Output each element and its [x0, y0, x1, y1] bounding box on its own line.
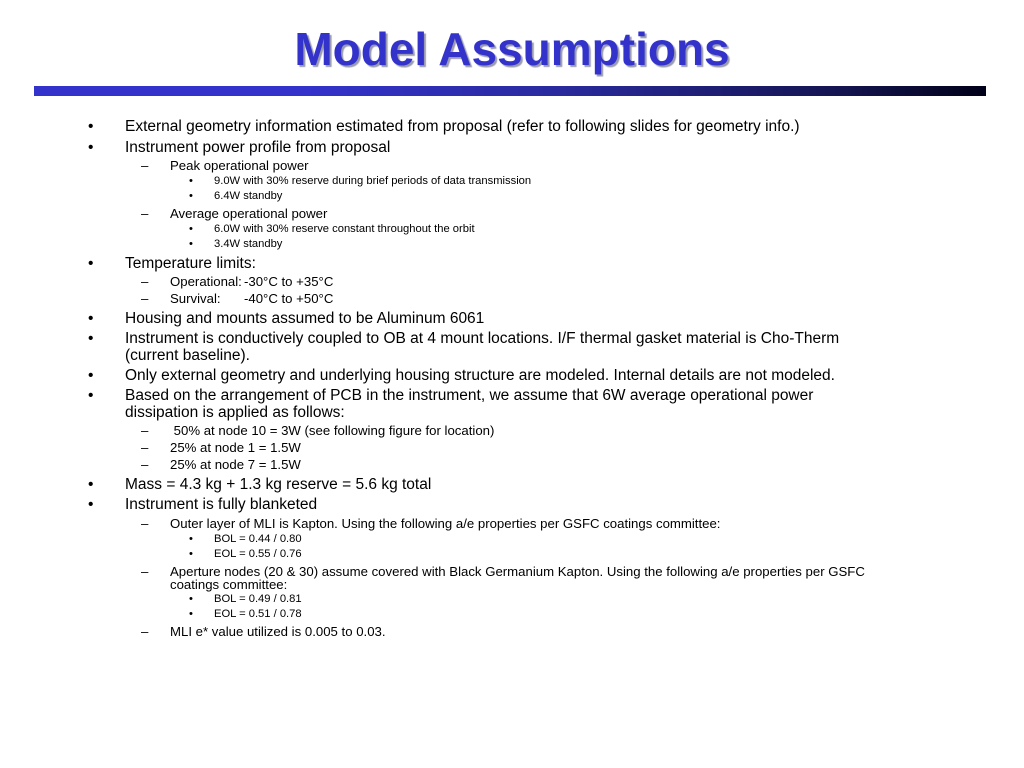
sub-item-text: Operational: — [170, 274, 242, 289]
sub-sub-item-text: 3.4W standby — [214, 238, 283, 250]
bullet-text: Temperature limits: — [125, 255, 256, 272]
dash-marker: – — [141, 516, 149, 531]
bullet-text: Only external geometry and underlying housing structure are modeled. Internal details are not modeled. — [125, 367, 835, 384]
dash-marker: – — [141, 274, 149, 289]
sub-item-text: MLI e* value utilized is 0.005 to 0.03. — [170, 624, 386, 639]
temperature-range: -40°C to +50°C — [244, 291, 334, 306]
sub-sub-item-text: EOL = 0.51 / 0.78 — [214, 608, 302, 620]
sub-sub-item-text: BOL = 0.44 / 0.80 — [214, 533, 302, 545]
sub-item-text: 25% at node 7 = 1.5W — [170, 457, 301, 472]
temperature-range: -30°C to +35°C — [244, 274, 334, 289]
sub-sub-item-text: EOL = 0.55 / 0.76 — [214, 548, 302, 560]
bullet-marker: • — [189, 548, 193, 560]
sub-sub-item-text: 9.0W with 30% reserve during brief periods of data transmission — [214, 175, 532, 187]
dash-marker: – — [141, 564, 149, 579]
bullet-marker: • — [88, 118, 94, 135]
sub-item-text: 50% at node 10 = 3W (see following figure for location) — [170, 423, 495, 438]
bullet-marker: • — [189, 238, 193, 250]
bullet-text: Instrument power profile from proposal — [125, 139, 391, 156]
dash-marker: – — [141, 423, 149, 438]
bullet-marker: • — [88, 255, 94, 272]
bullet-text: dissipation is applied as follows: — [125, 404, 345, 421]
bullet-marker: • — [88, 330, 94, 347]
dash-marker: – — [141, 206, 149, 221]
sub-sub-item-text: 6.0W with 30% reserve constant throughout the orbit — [214, 223, 475, 235]
bullet-marker: • — [88, 476, 94, 493]
bullet-marker: • — [189, 223, 193, 235]
dash-marker: – — [141, 158, 149, 173]
bullet-text: Based on the arrangement of PCB in the instrument, we assume that 6W average operational power — [125, 387, 814, 404]
bullet-marker: • — [189, 608, 193, 620]
bullet-marker: • — [189, 533, 193, 545]
slide-title: Model Assumptions — [294, 23, 730, 75]
bullet-text: (current baseline). — [125, 347, 250, 364]
bullet-text: Housing and mounts assumed to be Aluminum 6061 — [125, 310, 485, 327]
bullet-text: Instrument is conductively coupled to OB at 4 mount locations. I/F thermal gasket material is Cho-Therm — [125, 330, 840, 347]
bullet-text: Mass = 4.3 kg + 1.3 kg reserve = 5.6 kg total — [125, 476, 432, 493]
dash-marker: – — [141, 440, 149, 455]
bullet-marker: • — [189, 190, 193, 202]
bullet-marker: • — [88, 496, 94, 513]
sub-item-text: Aperture nodes (20 & 30) assume covered with Black Germanium Kapton. Using the following a/e properties per GSFC — [170, 564, 865, 579]
bullet-text: Instrument is fully blanketed — [125, 496, 318, 513]
sub-item-text: 25% at node 1 = 1.5W — [170, 440, 301, 455]
bullet-marker: • — [189, 175, 193, 187]
sub-sub-item-text: BOL = 0.49 / 0.81 — [214, 593, 302, 605]
sub-item-text: Average operational power — [170, 206, 328, 221]
bullet-marker: • — [88, 310, 94, 327]
dash-marker: – — [141, 291, 149, 306]
sub-item-text: Survival: — [170, 291, 221, 306]
dash-marker: – — [141, 624, 149, 639]
sub-item-text: Outer layer of MLI is Kapton. Using the following a/e properties per GSFC coatings committee: — [170, 516, 721, 531]
dash-marker: – — [141, 457, 149, 472]
sub-sub-item-text: 6.4W standby — [214, 190, 283, 202]
bullet-marker: • — [88, 367, 94, 384]
bullet-marker: • — [189, 593, 193, 605]
bullet-marker: • — [88, 139, 94, 156]
bullet-marker: • — [88, 387, 94, 404]
sub-item-text: coatings committee: — [170, 577, 288, 592]
sub-item-text: Peak operational power — [170, 158, 309, 173]
bullet-text: External geometry information estimated from proposal (refer to following slides for geometry info.) — [125, 118, 800, 135]
